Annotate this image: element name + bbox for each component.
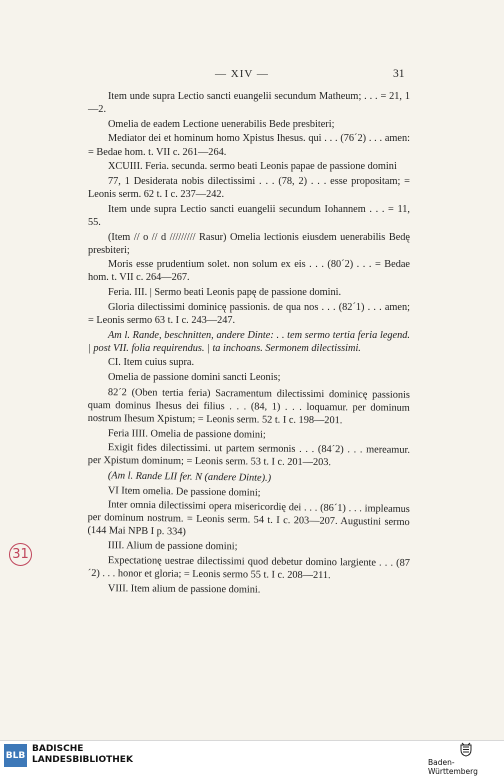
paragraph: Feria IIII. Omelia de passione domini; — [107, 427, 266, 441]
page-number: 31 — [393, 68, 405, 80]
library-name-line1: BADISCHE — [32, 744, 84, 754]
paragraph: Feria. III. | Sermo beati Leonis papę de passione domini. — [108, 287, 342, 299]
state-label: Baden-Württemberg — [428, 758, 478, 776]
paragraph: Item unde supra Lectio sancti euangelii secundum Iohannem . . . = 11, 55. — [88, 203, 410, 228]
paragraph: VIII. Item alium de passione domini. — [107, 582, 261, 596]
paragraph: (Am l. Rande LII fer. N (andere Dinte).) — [107, 470, 272, 484]
paragraph: Mediator dei et hominum homo Xpistus Ihesus. qui . . . (76´2) . . . amen: = Bedae hom. t. VII c. 261—264. — [88, 133, 410, 158]
paragraph: Exigit fides dilectissimi. ut partem sermonis . . . (84´2) . . . mereamur. per Xpistum dominum; = Leonis serm. 53 t. I c. 201—203. — [87, 442, 410, 469]
paragraph: Moris esse prudentium solet. non solum ex eis . . . (80´2) . . . = Bedae hom. t. VII c. 264—267. — [88, 259, 410, 284]
library-name[interactable] — [32, 744, 133, 766]
header-roman-numeral: — XIV — — [215, 68, 269, 80]
paragraph: IIII. Alium de passione domini; — [107, 540, 238, 553]
paragraph: (Item // o // d ///////// Rasur) Omelia lectionis eiusdem uenerabilis Bedę presbiteri; — [88, 231, 410, 256]
paragraph: 77, 1 Desiderata nobis dilectissimi . . . (78, 2) . . . esse propositam; = Leonis serm. 62 t. I c. 237—242. — [88, 175, 410, 201]
footer-bar — [0, 740, 504, 776]
state-crest-icon — [459, 742, 473, 757]
blb-logo-icon[interactable]: BLB — [4, 744, 27, 767]
paragraph: Am l. Rande, beschnitten, andere Dinte: . . tem sermo tertia feria legend. | post VII. folia requirendus. | ta inchoans. Sermonem dilectissimi. — [88, 329, 410, 354]
paragraph: Omelia de eadem Lectione uenerabilis Bede presbiteri; — [108, 118, 335, 130]
paragraph: 82´2 (Oben tertia feria) Sacramentum dilectissimi dominicę passionis quam dominus Ihesus dei filius . . . (84, 1) . . . loquamur. per dominum nostrum Ihesum Xpistum; = Leonis serm. 52 t. I c. 198—201. — [87, 386, 410, 427]
paragraph: CI. Item cuius supra. — [108, 357, 195, 369]
paragraph: Omelia de passione domini sancti Leonis; — [108, 372, 281, 383]
running-header — [0, 68, 504, 82]
paragraph: XCUIII. Feria. secunda. sermo beati Leonis papae de passione domini — [108, 161, 397, 173]
library-name-line2: LANDESBIBLIOTHEK — [32, 755, 133, 765]
page-body — [88, 90, 410, 596]
page-marker-stamp: 31 — [9, 543, 32, 566]
paragraph: Gloria dilectissimi dominicę passionis. de qua nos . . . (82´1) . . . amen; = Leonis sermo 63 t. I c. 243—247. — [88, 301, 410, 326]
paragraph: VI Item omelia. De passione domini; — [107, 485, 261, 499]
paragraph: Item unde supra Lectio sancti euangelii secundum Matheum; . . . = 21, 1—2. — [88, 91, 410, 116]
paragraph: Inter omnia dilectissimi opera misericordię dei . . . (86´1) . . . impleamus per dominum nostrum. = Leonis serm. 54 t. I c. 203—207. Augustini sermo (144 Mai NPB I p. 334) — [87, 499, 410, 539]
paragraph: Expectationę uestrae dilectissimi quod debetur domino largiente . . . (87´2) . . . honor et gloria; = Leonis sermo 55 t. I c. 208—211. — [87, 555, 410, 582]
